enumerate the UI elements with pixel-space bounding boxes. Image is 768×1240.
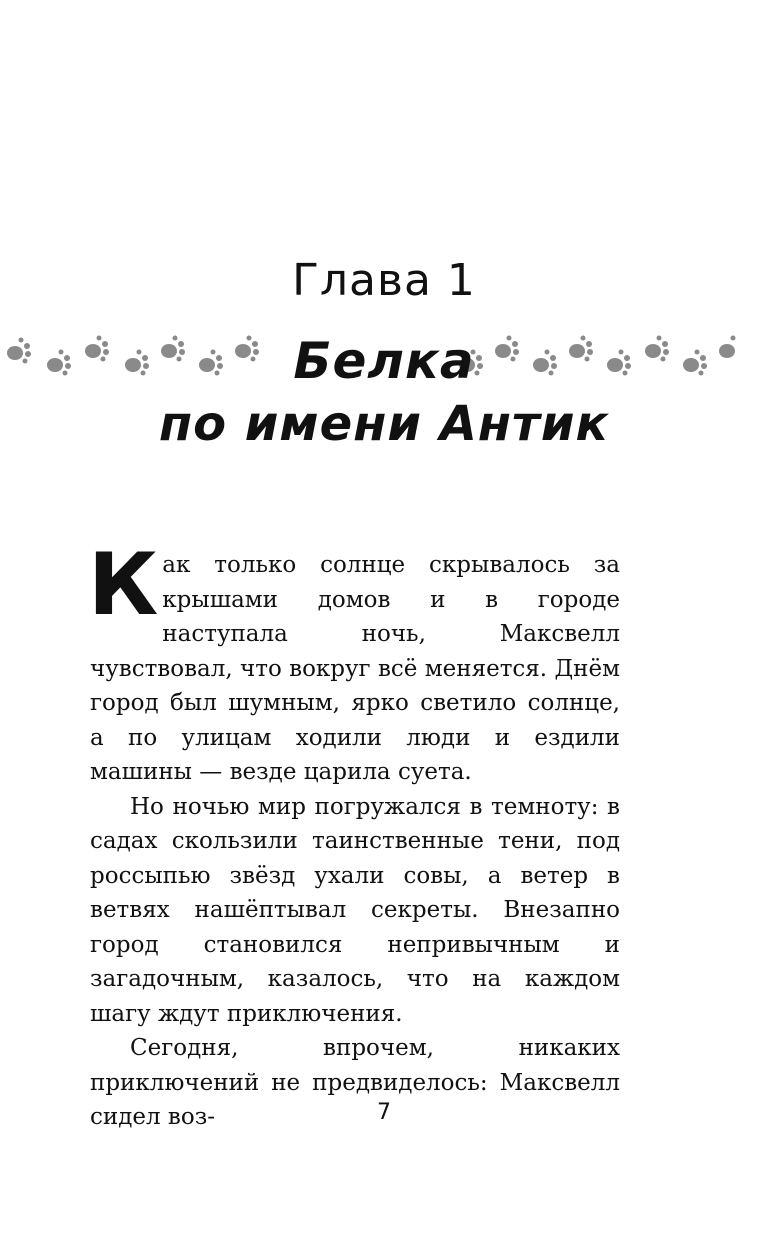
paragraph-text: ак только солнце скрывалось за крышами домов и в городе наступала ночь, Максвелл чувствовал, что вокруг всё меняется. Днём город был шумным, ярко светило солнце, а по улицам ходили люди и ездили машины — везде царила суета. xyxy=(90,552,620,785)
body-text xyxy=(88,535,620,1135)
paragraph: Сегодня, впрочем, никаких приключений не предвиделось: Максвелл сидел воз- xyxy=(90,1035,620,1130)
chapter-label: Глава 1 xyxy=(292,255,476,306)
chapter-title-line-1: Белка xyxy=(293,332,475,390)
chapter-title-line-2: по имени Антик xyxy=(158,396,610,452)
paragraph xyxy=(88,535,620,790)
page-number: 7 xyxy=(377,1100,391,1125)
drop-cap: К xyxy=(88,535,159,635)
paragraph: Но ночью мир погружался в темноту: в садах скользили таинственные тени, под россыпью звёзд ухали совы, а ветер в ветвях нашёптывал секреты. Внезапно город становился непривычным и загадочным, казалось, что на каждом шагу ждут приключения. xyxy=(90,793,620,1027)
